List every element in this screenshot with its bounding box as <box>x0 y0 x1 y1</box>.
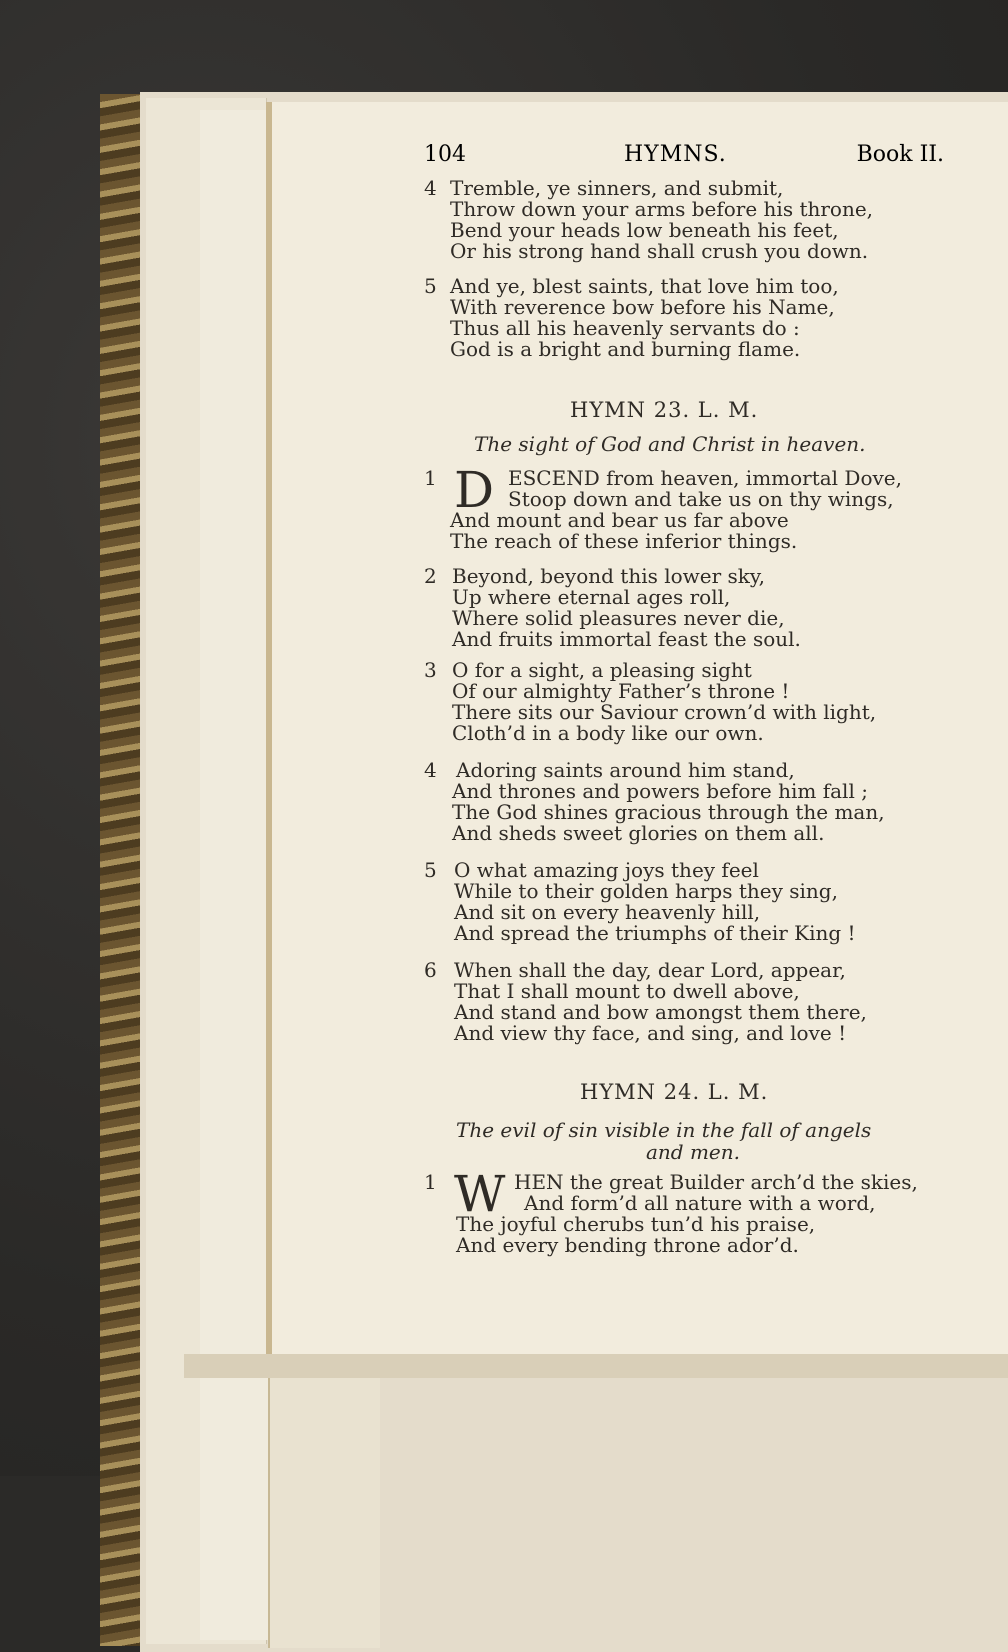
verse-line: The God shines gracious through the man, <box>452 800 885 824</box>
verse-number: 1 <box>424 1170 437 1194</box>
verse-line: And ye, blest saints, that love him too, <box>450 274 839 298</box>
verse-number: 5 <box>424 274 437 298</box>
drop-cap: W <box>454 1165 506 1223</box>
verse-line: Where solid pleasures never die, <box>452 606 785 630</box>
verse-number: 6 <box>424 958 437 982</box>
verse-line: Up where eternal ages roll, <box>452 585 731 609</box>
verse-line: Or his strong hand shall crush you down. <box>450 239 869 263</box>
verse-line: With reverence bow before his Name, <box>450 295 835 319</box>
verse-line: God is a bright and burning flame. <box>450 337 801 361</box>
verse-line: Throw down your arms before his throne, <box>450 197 874 221</box>
verse-line: O for a sight, a pleasing sight <box>452 658 752 682</box>
verse-line: Tremble, ye sinners, and submit, <box>450 176 784 200</box>
verse-line: And thrones and powers before him fall ; <box>452 779 868 803</box>
verse-number: 4 <box>424 176 437 200</box>
verse-line: When shall the day, dear Lord, appear, <box>454 958 846 982</box>
verse-line: There sits our Saviour crown’d with light, <box>452 700 877 724</box>
verse-line: The joyful cherubs tun’d his praise, <box>456 1212 816 1236</box>
verse-line: And fruits immortal feast the soul. <box>452 627 801 651</box>
verse-line: Of our almighty Father’s throne ! <box>452 679 790 703</box>
verse-line: ESCEND from heaven, immortal Dove, <box>508 466 903 490</box>
verse-line: And every bending throne ador’d. <box>456 1233 799 1257</box>
verse-line: While to their golden harps they sing, <box>454 879 838 903</box>
page-header <box>424 142 944 172</box>
page-bottom-edge <box>184 1354 1008 1378</box>
running-title: HYMNS. <box>624 142 727 167</box>
book-label: Book II. <box>856 142 944 167</box>
drop-cap: D <box>454 461 495 519</box>
verse-number: 5 <box>424 858 437 882</box>
verse-line: Beyond, beyond this lower sky, <box>452 564 765 588</box>
hymn-title: HYMN 24. L. M. <box>580 1080 769 1104</box>
verse-line: The reach of these inferior things. <box>450 529 798 553</box>
verse-number: 4 <box>424 758 437 782</box>
verse-line: And spread the triumphs of their King ! <box>454 921 856 945</box>
verse-line: Cloth’d in a body like our own. <box>452 721 764 745</box>
verse-line: Bend your heads low beneath his feet, <box>450 218 839 242</box>
hymn-subtitle: The evil of sin visible in the fall of angels <box>456 1118 872 1142</box>
verse-line: Thus all his heavenly servants do : <box>450 316 800 340</box>
hymn-subtitle: The sight of God and Christ in heaven. <box>474 432 866 456</box>
hymn-subtitle: and men. <box>646 1140 741 1164</box>
verse-line: And mount and bear us far above <box>450 508 789 532</box>
verse-number: 3 <box>424 658 437 682</box>
verse-number: 1 <box>424 466 437 490</box>
verse-line: And form’d all nature with a word, <box>524 1191 876 1215</box>
verse-line: Adoring saints around him stand, <box>456 758 795 782</box>
verse-line: HEN the great Builder arch’d the skies, <box>514 1170 918 1194</box>
verse-line: O what amazing joys they feel <box>454 858 759 882</box>
hymn-title: HYMN 23. L. M. <box>570 398 759 422</box>
verse-line: That I shall mount to dwell above, <box>454 979 800 1003</box>
verse-line: And sheds sweet glories on them all. <box>452 821 825 845</box>
verse-line: And view thy face, and sing, and love ! <box>454 1021 847 1045</box>
verse-line: And stand and bow amongst them there, <box>454 1000 867 1024</box>
verse-line: Stoop down and take us on thy wings, <box>508 487 894 511</box>
verse-number: 2 <box>424 564 437 588</box>
verse-line: And sit on every heavenly hill, <box>454 900 761 924</box>
page-number: 104 <box>424 142 466 167</box>
